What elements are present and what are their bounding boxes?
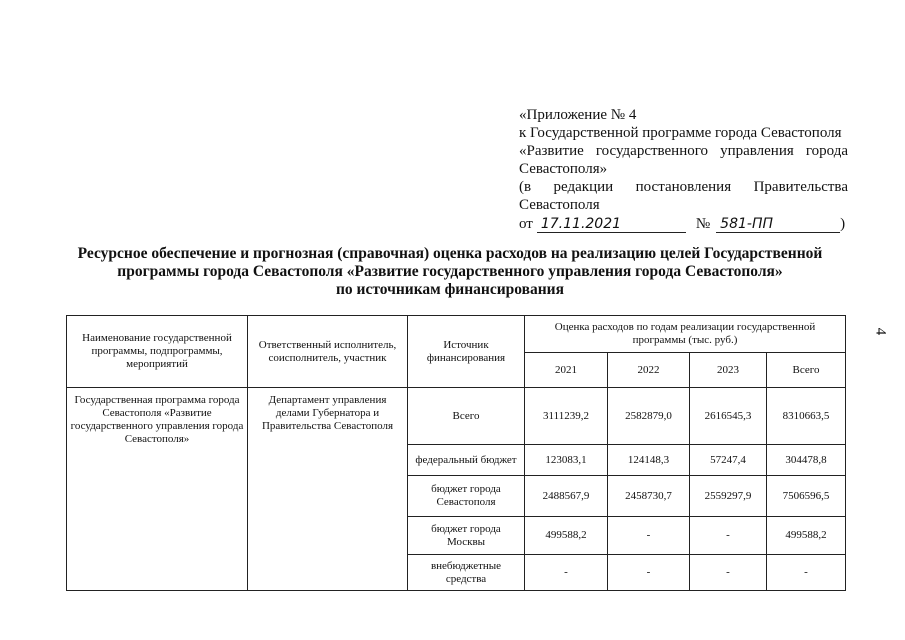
header-estimate: Оценка расходов по годам реализации государственной программы (тыс. руб.): [525, 316, 846, 353]
header-source: Источник финансирования: [408, 316, 525, 388]
appendix-line-3: [519, 142, 848, 160]
appendix-word: «Развитие: [519, 143, 584, 159]
close-paren: ): [840, 216, 846, 232]
appendix-line-5: [519, 178, 848, 196]
value-cell: 8310663,5: [767, 388, 846, 445]
value-cell: 123083,1: [525, 445, 608, 476]
value-cell: 499588,2: [525, 517, 608, 555]
appendix-word: постановления: [635, 179, 732, 195]
value-cell: -: [767, 555, 846, 591]
header-year: 2021: [525, 353, 608, 388]
table-row: [67, 388, 846, 445]
value-cell: -: [525, 555, 608, 591]
header-total: Всего: [767, 353, 846, 388]
executor-cell: Департамент управления делами Губернатора и Правительства Севастополя: [248, 388, 408, 591]
appendix-block: [519, 106, 848, 233]
value-cell: -: [690, 517, 767, 555]
value-cell: 2582879,0: [608, 388, 690, 445]
resolution-number: 581-ПП: [716, 216, 840, 233]
resolution-date: 17.11.2021: [537, 216, 686, 233]
source-cell: Всего: [408, 388, 525, 445]
title-line-1: Ресурсное обеспечение и прогнозная (справочная) оценка расходов на реализацию целей Государственной: [77, 245, 823, 262]
document-title: [60, 245, 840, 299]
source-cell: внебюджетные средства: [408, 555, 525, 591]
appendix-word: управления: [720, 143, 794, 159]
resolution-line: [519, 215, 848, 233]
header-year: 2023: [690, 353, 767, 388]
page-number: 4: [872, 327, 889, 336]
title-line-3: по источникам финансирования: [335, 281, 565, 298]
value-cell: 3111239,2: [525, 388, 608, 445]
source-cell: бюджет города Москвы: [408, 517, 525, 555]
appendix-line-1: «Приложение № 4: [519, 107, 637, 123]
title-line-2: программы города Севастополя «Развитие государственного управления города Севастополя»: [117, 263, 783, 280]
program-name-cell: Государственная программа города Севастополя «Развитие государственного управления города Севастополя»: [67, 388, 248, 591]
value-cell: 2488567,9: [525, 476, 608, 517]
value-cell: 304478,8: [767, 445, 846, 476]
header-year: 2022: [608, 353, 690, 388]
appendix-line-2: к Государственной программе города Севастополя: [519, 125, 842, 141]
value-cell: 2458730,7: [608, 476, 690, 517]
value-cell: 124148,3: [608, 445, 690, 476]
value-cell: 57247,4: [690, 445, 767, 476]
header-row: [67, 316, 846, 353]
value-cell: 499588,2: [767, 517, 846, 555]
appendix-word: города: [805, 143, 848, 159]
from-label: от: [519, 216, 533, 232]
appendix-line-6: Севастополя: [519, 197, 600, 213]
value-cell: -: [690, 555, 767, 591]
appendix-line-4: Севастополя»: [519, 161, 608, 177]
header-program: Наименование государственной программы, подпрограммы, мероприятий: [67, 316, 248, 388]
appendix-word: редакции: [553, 179, 614, 195]
value-cell: 7506596,5: [767, 476, 846, 517]
header-executor: Ответственный исполнитель, соисполнитель, участник: [248, 316, 408, 388]
appendix-word: государственного: [595, 143, 709, 159]
resource-table: [66, 315, 846, 591]
source-cell: федеральный бюджет: [408, 445, 525, 476]
value-cell: 2616545,3: [690, 388, 767, 445]
number-label: №: [695, 216, 711, 232]
appendix-word: (в: [519, 179, 532, 195]
appendix-word: Правительства: [753, 179, 848, 195]
value-cell: -: [608, 517, 690, 555]
value-cell: -: [608, 555, 690, 591]
source-cell: бюджет города Севастополя: [408, 476, 525, 517]
value-cell: 2559297,9: [690, 476, 767, 517]
